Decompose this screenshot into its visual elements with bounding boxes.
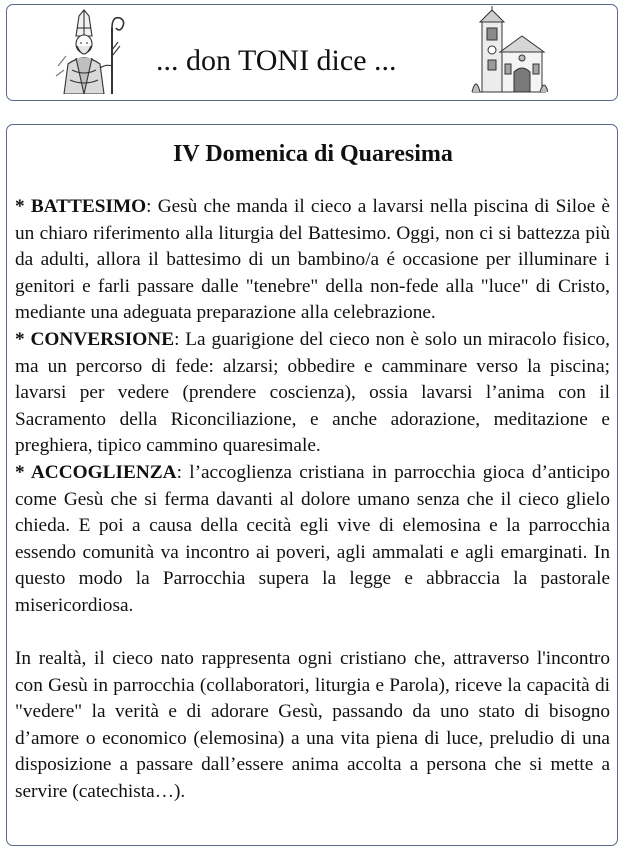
article-body — [15, 194, 610, 806]
section-conversione — [15, 327, 610, 460]
bishop-saint-icon — [46, 6, 130, 94]
section-heading: * CONVERSIONE — [15, 328, 175, 350]
church-bell-tower-icon — [470, 6, 548, 96]
section-battesimo — [15, 194, 610, 327]
closing-paragraph: In realtà, il cieco nato rappresenta ogni cristiano che, attraverso l'incontro con Gesù in parrocchia (collaboratori, liturgia e Parola), riceve la capacità di "vedere" la verità e di adorare Gesù, passando da uno stato di bisogno d’amore o economico (elemosina) a una vita piena di luce, preludio di una disposizione a passare dall’essere anima accolta a persona che si mette a servire (catechista…). — [15, 648, 610, 803]
section-heading: * ACCOGLIENZA — [15, 461, 177, 483]
section-text: : l’accoglienza cristiana in parrocchia gioca d’anticipo come Gesù che si ferma davanti al dolore umano senza che il cieco glielo chieda. E poi a causa della cecità egli vive di elemosina e la parrocchia essendo comunità va incontro ai poveri, agli ammalati e agli emarginati. In questo modo la Parrocchia supera la legge e abbraccia la pastorale misericordiosa. — [15, 461, 611, 616]
section-heading: * BATTESIMO — [15, 196, 147, 217]
section-text: : Gesù che manda il cieco a lavarsi nella piscina di Siloe è un chiaro riferimento alla liturgia del Battesimo. Oggi, non ci si battezza più da adulti, allora il battesimo di un bambino/a é occasione per illuminare i genitori e farli passare dalle "tenebre" della non-fede alla "luce" di Cristo, mediante una adeguata preparazione alla celebrazione. — [15, 196, 610, 324]
paragraph-spacer — [15, 620, 610, 647]
header-title: ... don TONI dice ... — [156, 44, 397, 77]
article-title: IV Domenica di Quaresima — [173, 141, 453, 167]
section-accoglienza — [15, 460, 610, 620]
section-text: : La guarigione del cieco non è solo un miracolo fisico, ma un percorso di fede: alzarsi; obbedire e camminare verso la piscina; lavarsi per vedere (prendere coscienza), ossia lavarsi l’anima con il Sacramento della Riconciliazione, e anche adorazione, meditazione e preghiera, tipico cammino quaresimale. — [15, 328, 610, 457]
